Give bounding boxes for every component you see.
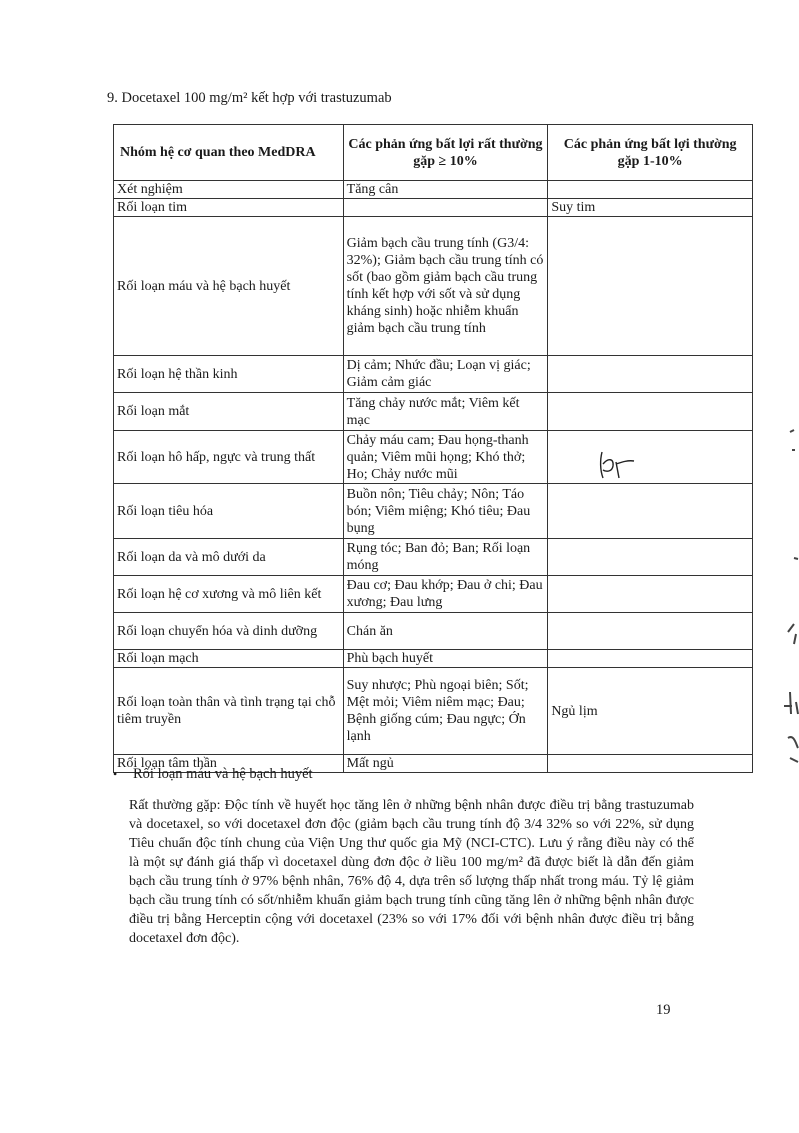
cell-common	[548, 576, 753, 613]
body-paragraph: Rất thường gặp: Độc tính về huyết học tăng lên ở những bệnh nhân được điều trị bằng trastuzumab và docetaxel, so với docetaxel đơn độc (giảm bạch cầu trung tính độ 3/4 32% so với 22%, sử dụng Tiêu chuẩn độc tính chung của Viện Ung thư quốc gia Mỹ (NCI-CTC). Lưu ý rằng điều này có thể là một sự đánh giá thấp vì docetaxel dùng đơn độc ở liều 100 mg/m² đã được biết là dẫn đến giảm bạch cầu trung tính ở 97% bệnh nhân, 76% độ 4, dựa trên số lượng thấp nhất trong máu. Tỷ lệ giảm bạch cầu trung tính có sốt/nhiễm khuẩn giảm bạch trung tính cũng tăng lên ở những bệnh nhân được điều trị bằng Herceptin cộng với docetaxel (23% so với 17% đối với bệnh nhân được điều trị bằng docetaxel đơn độc).	[129, 798, 694, 946]
table-row	[114, 199, 753, 217]
table-row	[114, 181, 753, 199]
handwritten-initials-icon	[594, 448, 636, 484]
header-common: Các phản ứng bất lợi thường gặp 1-10%	[548, 125, 753, 181]
table-row	[114, 431, 753, 484]
cell-common	[548, 755, 753, 773]
cell-system-organ-class: Rối loạn hô hấp, ngực và trung thất	[114, 431, 344, 484]
cell-very-common: Mất ngủ	[343, 755, 548, 773]
table-row	[114, 650, 753, 668]
section-number: 9.	[107, 90, 118, 106]
cell-very-common: Đau cơ; Đau khớp; Đau ở chi; Đau xương; Đau lưng	[343, 576, 548, 613]
cell-common	[548, 356, 753, 393]
cell-very-common: Suy nhược; Phù ngoại biên; Sốt; Mệt mỏi; Viêm niêm mạc; Đau; Bệnh giống cúm; Đau ngực; Ớn lạnh	[343, 668, 548, 755]
cell-system-organ-class: Rối loạn tâm thần	[114, 755, 344, 773]
table-header-row	[114, 125, 753, 181]
cell-system-organ-class: Xét nghiệm	[114, 181, 344, 199]
table-row	[114, 613, 753, 650]
page-number: 19	[656, 1002, 671, 1018]
table-row	[114, 217, 753, 356]
table-row	[114, 484, 753, 539]
cell-very-common: Buồn nôn; Tiêu chảy; Nôn; Táo bón; Viêm miệng; Khó tiêu; Đau bụng	[343, 484, 548, 539]
cell-very-common: Phù bạch huyết	[343, 650, 548, 668]
cell-very-common: Giảm bạch cầu trung tính (G3/4: 32%); Giảm bạch cầu trung tính có sốt (bao gồm giảm bạch cầu trung tính kết hợp với sốt và sử dụng kháng sinh) hoặc nhiễm khuẩn giảm bạch cầu trung tính	[343, 217, 548, 356]
table-row	[114, 668, 753, 755]
cell-system-organ-class: Rối loạn mắt	[114, 393, 344, 431]
cell-system-organ-class: Rối loạn hệ thần kinh	[114, 356, 344, 393]
cell-system-organ-class: Rối loạn máu và hệ bạch huyết	[114, 217, 344, 356]
cell-very-common: Tăng chảy nước mắt; Viêm kết mạc	[343, 393, 548, 431]
cell-very-common: Chán ăn	[343, 613, 548, 650]
cell-system-organ-class: Rối loạn tiêu hóa	[114, 484, 344, 539]
cell-system-organ-class: Rối loạn hệ cơ xương và mô liên kết	[114, 576, 344, 613]
bullet-symbol: •	[113, 767, 118, 781]
cell-common	[548, 181, 753, 199]
bullet-item	[113, 766, 313, 783]
cell-system-organ-class: Rối loạn da và mô dưới da	[114, 539, 344, 576]
bullet-text: Rối loạn máu và hệ bạch huyết	[133, 766, 313, 782]
cell-common: Ngủ lịm	[548, 668, 753, 755]
cell-very-common: Chảy máu cam; Đau họng-thanh quản; Viêm mũi họng; Khó thở; Ho; Chảy nước mũi	[343, 431, 548, 484]
cell-system-organ-class: Rối loạn toàn thân và tình trạng tại chỗ tiêm truyền	[114, 668, 344, 755]
cell-very-common: Dị cảm; Nhức đầu; Loạn vị giác; Giảm cảm giác	[343, 356, 548, 393]
cell-common	[548, 393, 753, 431]
cell-system-organ-class: Rối loạn tim	[114, 199, 344, 217]
header-very-common: Các phản ứng bất lợi rất thường gặp ≥ 10%	[343, 125, 548, 181]
cell-very-common	[343, 199, 548, 217]
cell-system-organ-class: Rối loạn chuyển hóa và dinh dưỡng	[114, 613, 344, 650]
adverse-reactions-table	[113, 124, 753, 773]
table-row	[114, 576, 753, 613]
section-heading	[107, 90, 392, 107]
section-title: Docetaxel 100 mg/m² kết hợp với trastuzumab	[121, 90, 392, 106]
table-row	[114, 393, 753, 431]
cell-common	[548, 431, 753, 484]
cell-very-common: Rụng tóc; Ban đỏ; Ban; Rối loạn móng	[343, 539, 548, 576]
cell-common	[548, 613, 753, 650]
cell-system-organ-class: Rối loạn mạch	[114, 650, 344, 668]
table-row	[114, 539, 753, 576]
cell-common	[548, 484, 753, 539]
header-system-organ-class: Nhóm hệ cơ quan theo MedDRA	[114, 125, 344, 181]
cell-common	[548, 539, 753, 576]
cell-common	[548, 217, 753, 356]
cell-very-common: Tăng cân	[343, 181, 548, 199]
scan-edge-marks	[770, 420, 799, 780]
cell-common	[548, 650, 753, 668]
cell-common: Suy tim	[548, 199, 753, 217]
table-row	[114, 356, 753, 393]
